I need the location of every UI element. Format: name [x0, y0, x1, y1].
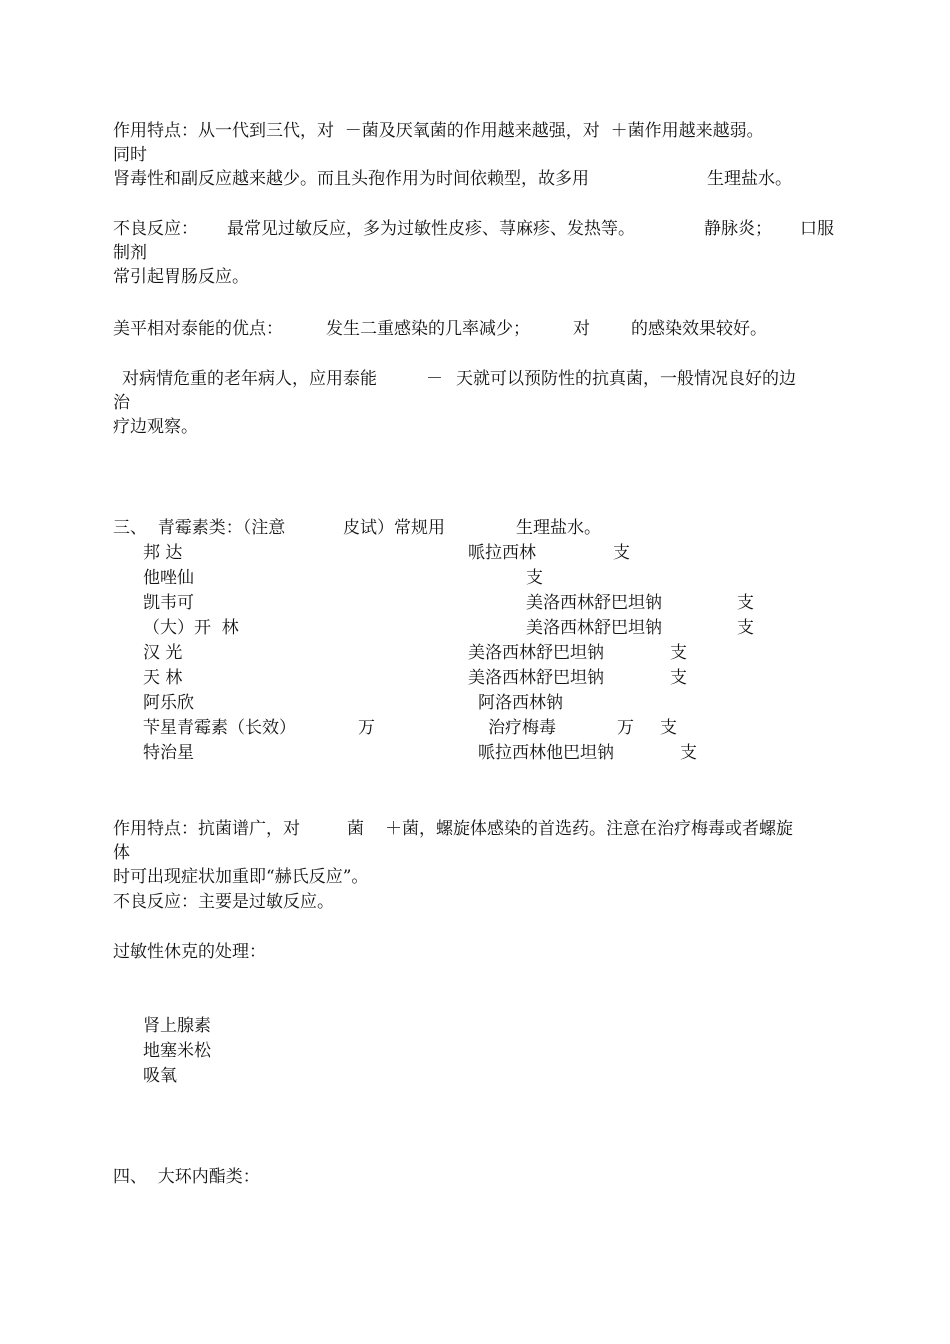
p5-line2: 体: [113, 843, 130, 863]
p2-line2: 制剂: [113, 243, 147, 263]
p5-line1c: ＋菌，螺旋体感染的首选药。注意在治疗梅毒或者螺旋: [385, 819, 793, 839]
p1-line3-tail: 生理盐水。: [707, 169, 792, 189]
drug-generic: 美洛西林舒巴坦钠: [526, 618, 662, 638]
p2-label: 不良反应：: [113, 219, 198, 239]
p2-text: 最常见过敏反应，多为过敏性皮疹、荨麻疹、发热等。: [227, 219, 635, 239]
drug-generic: 美洛西林舒巴坦钠: [468, 643, 604, 663]
drug-unit: 支: [670, 668, 687, 688]
drug-generic: 美洛西林舒巴坦钠: [468, 668, 604, 688]
drug-generic: 哌拉西林他巴坦钠: [478, 743, 614, 763]
drug-unit: 支: [737, 618, 754, 638]
drug-brand: 特治星: [143, 743, 194, 763]
p5-line1: 作用特点：抗菌谱广，对: [113, 819, 300, 839]
p4-line1c: 天就可以预防性的抗真菌，一般情况良好的边: [456, 369, 796, 389]
drug-unit: 万: [358, 718, 375, 738]
drug-unit: 支: [670, 643, 687, 663]
p4-line3: 疗边观察。: [113, 417, 198, 437]
p5-line3: 时可出现症状加重即“赫氏反应”。: [113, 867, 369, 887]
p3-text1: 发生二重感染的几率减少；: [326, 319, 530, 339]
section4-heading: 四、 大环内酯类：: [113, 1167, 260, 1187]
section3-heading: 三、 青霉素类：（注意: [113, 518, 286, 538]
drug-unit: 支: [660, 718, 677, 738]
drug-unit: 万: [617, 718, 634, 738]
section3-heading-3: 生理盐水。: [516, 518, 601, 538]
drug-brand: 汉 光: [143, 643, 183, 663]
p3-text3: 的感染效果较好。: [631, 319, 767, 339]
drug-brand: 凯韦可: [143, 593, 194, 613]
shock-item: 地塞米松: [143, 1041, 211, 1061]
p1-line2: 同时: [113, 145, 147, 165]
section3-heading-2: 皮试）常规用: [343, 518, 445, 538]
drug-brand: 他唑仙: [143, 568, 194, 588]
p2-text3: 口服: [800, 219, 834, 239]
p5-line1b: 菌: [347, 819, 364, 839]
p4-line1a: 对病情危重的老年病人，应用泰能: [122, 369, 377, 389]
drug-unit: 支: [613, 543, 630, 563]
drug-unit: 支: [680, 743, 697, 763]
p5-line4: 不良反应：主要是过敏反应。: [113, 892, 334, 912]
p4-line2: 治: [113, 393, 130, 413]
drug-generic: 支: [526, 568, 543, 588]
p3-label: 美平相对泰能的优点：: [113, 319, 283, 339]
shock-heading: 过敏性休克的处理：: [113, 942, 266, 962]
shock-item: 吸氧: [143, 1066, 177, 1086]
drug-generic: 治疗梅毒: [488, 718, 556, 738]
p2-line3: 常引起胃肠反应。: [113, 267, 249, 287]
drug-brand: （大）开 林: [143, 618, 239, 638]
drug-brand: 苄星青霉素（长效）: [143, 718, 296, 738]
drug-brand: 天 林: [143, 668, 183, 688]
shock-item: 肾上腺素: [143, 1016, 211, 1036]
p2-text2: 静脉炎；: [704, 219, 772, 239]
drug-generic: 哌拉西林: [468, 543, 536, 563]
drug-generic: 美洛西林舒巴坦钠: [526, 593, 662, 613]
drug-brand: 阿乐欣: [143, 693, 194, 713]
p1-line1: 作用特点：从一代到三代，对 －菌及厌氧菌的作用越来越强，对 ＋菌作用越来越弱。: [113, 121, 764, 141]
p4-line1b: －: [426, 369, 443, 389]
drug-brand: 邦 达: [143, 543, 183, 563]
p1-line3: 肾毒性和副反应越来越少。而且头孢作用为时间依赖型，故多用: [113, 169, 589, 189]
drug-generic: 阿洛西林钠: [478, 693, 563, 713]
p3-text2: 对: [573, 319, 590, 339]
drug-unit: 支: [737, 593, 754, 613]
